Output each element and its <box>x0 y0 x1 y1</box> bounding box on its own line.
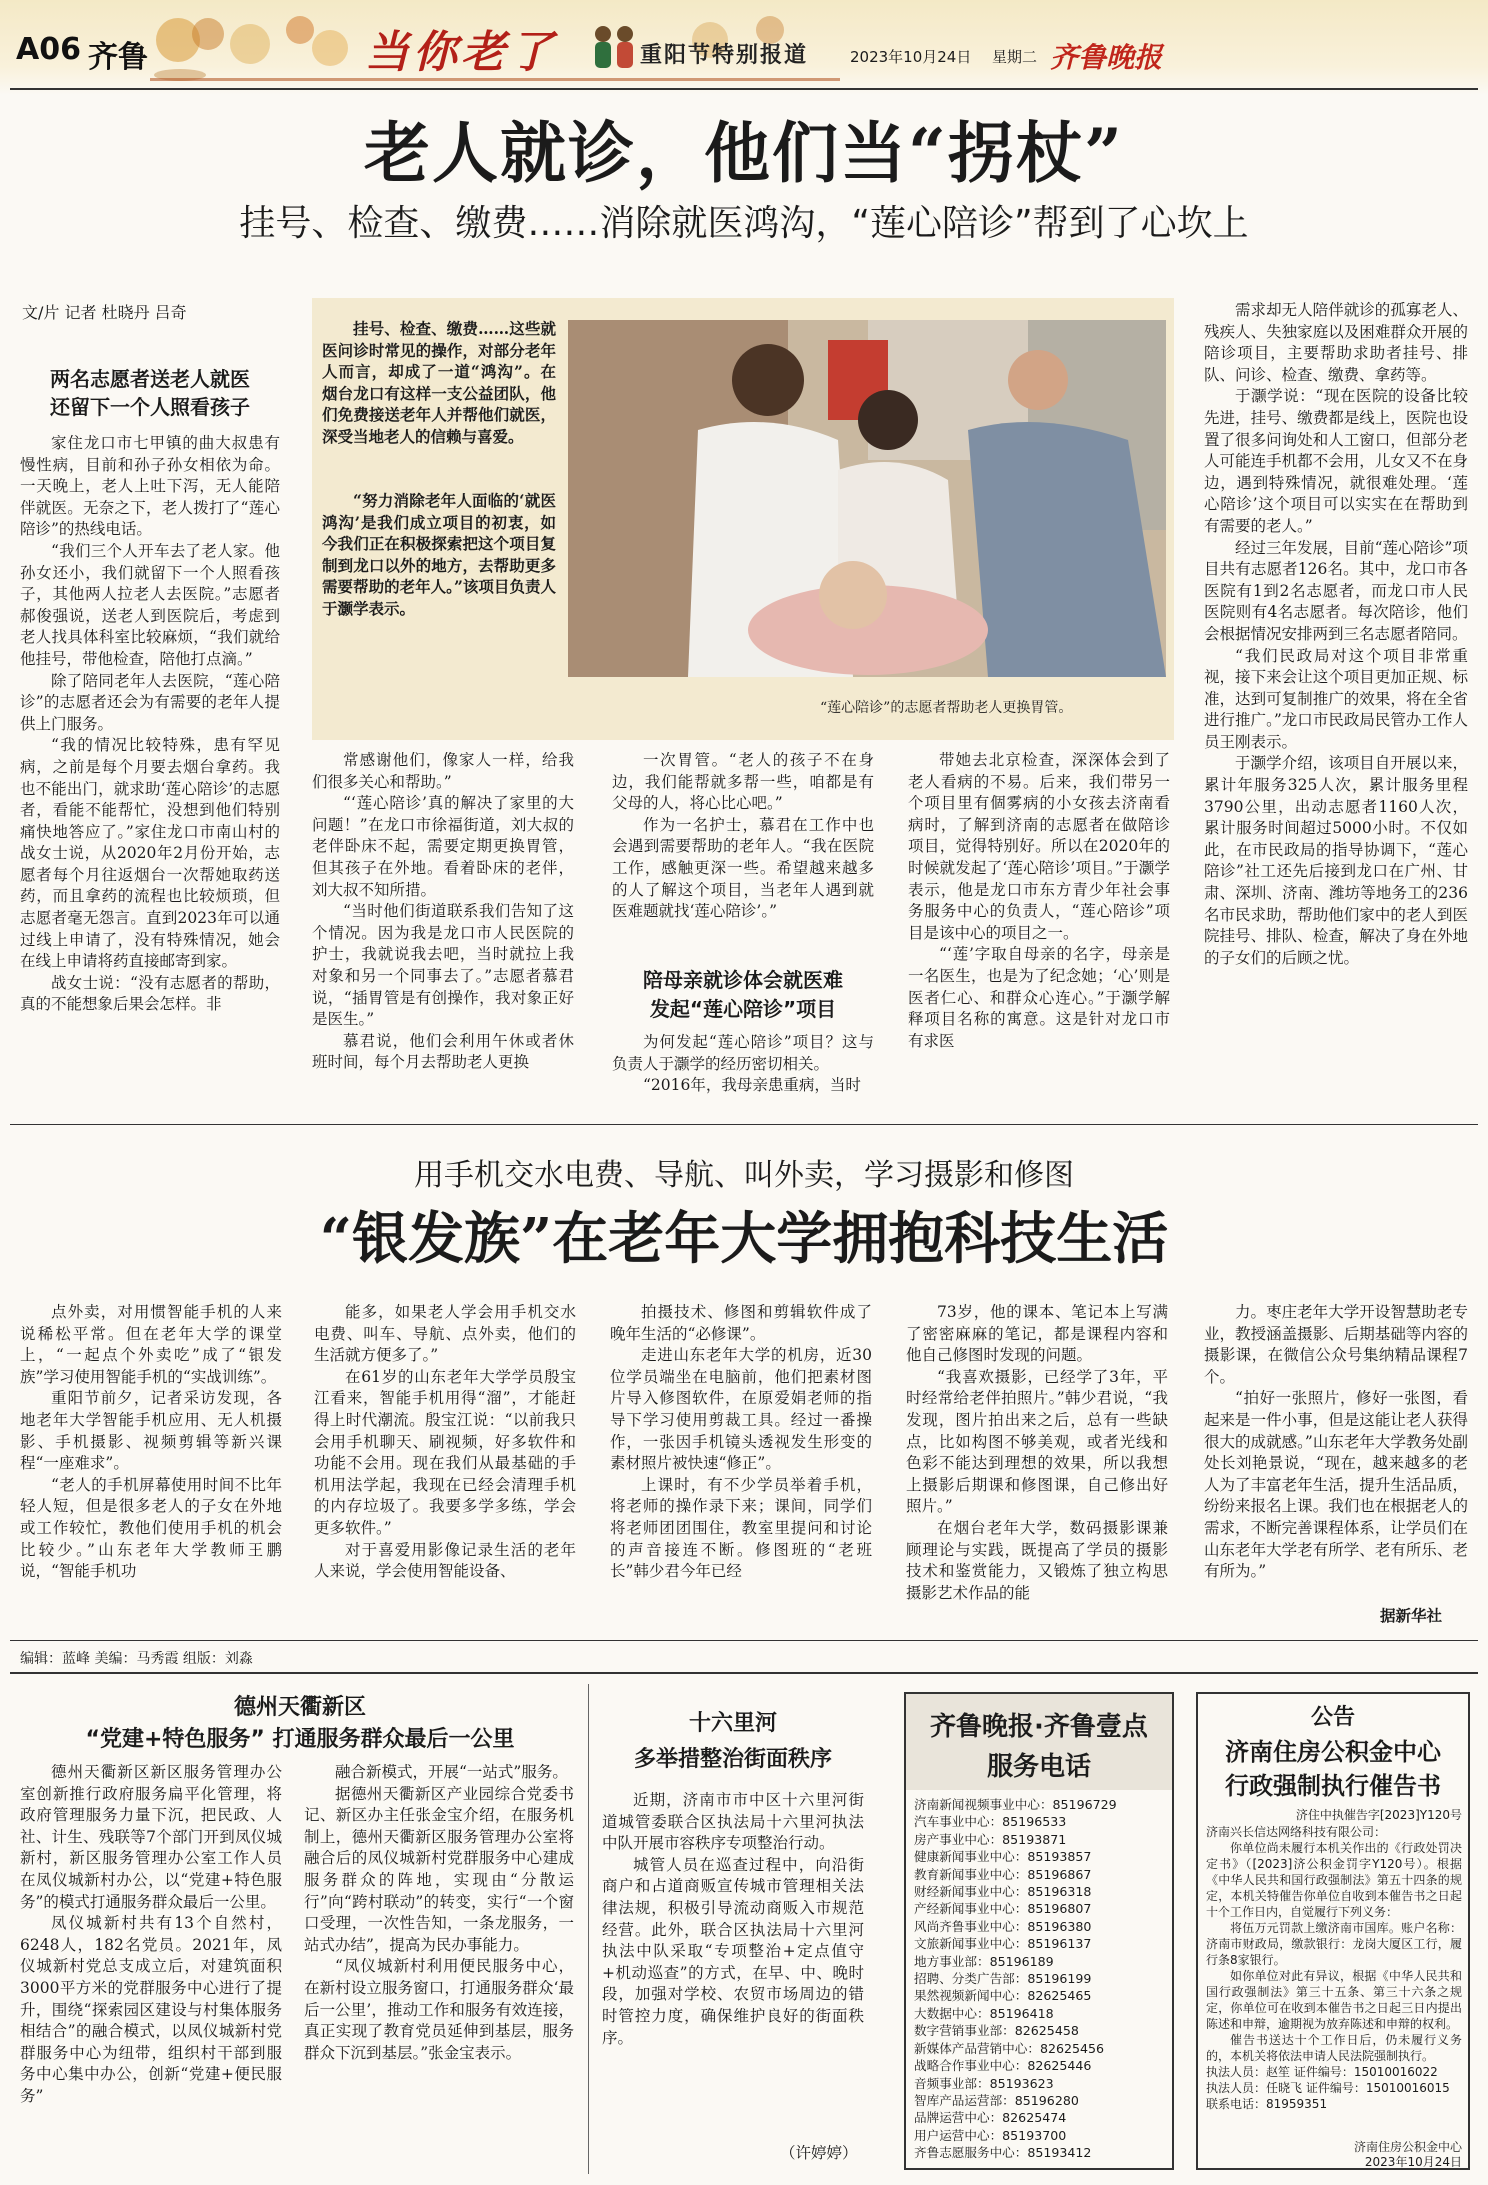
story1-subtitle-b-line1: 陪母亲就诊体会就医难 <box>643 968 843 992</box>
banner-subtitle: 重阳节特别报道 <box>640 42 809 68</box>
service-line: 招聘、分类广告部：85196199 <box>914 1971 1092 1987</box>
story1-col3b: 为何发起“莲心陪诊”项目？这与负责人于灏学的经历密切相关。 “2016年，我母亲患重病，当时 <box>612 1033 874 1095</box>
story2-col3: 拍摄技术、修图和剪辑软件成了晚年生活的“必修课”。 走进山东老年大学的机房，近30位学员端坐在电脑前，他们把素材图片导入修图软件，在原爱娟老师的指导下学习使用剪裁工具。经过一番操作，一张因手机镜头透视发生形变的素材照片被快速“修正”。 上课时，有不少学员举着手机，将老师的操作录下来；课间，同学们将老师团团围住，教室里提问和讨论的声音接连不断。修图班的“老班长”韩少君今年已经 <box>610 1303 872 1581</box>
story1-col2: 常感谢他们，像家人一样，给我们很多关心和帮助。” “‘莲心陪诊’真的解决了家里的大问题！”在龙口市徐福街道，刘大叔的老伴卧床不起，需要定期更换胃管，但其孩子在外地。看着卧床的老伴，刘大叔不知所措。 “当时他们街道联系我们告知了这个情况。因为我是龙口市人民医院的护士，我就说我去吧，当时就拉上我对象和另一个同事去了。”志愿者慕君说，“插胃管是有创操作，我对象正好是医生。” 慕君说，他们会利用午休或者休班时间，每个月去帮助老人更换 <box>312 751 574 1072</box>
story4-author: （许婷婷） <box>780 2144 858 2162</box>
service-title-line1: 齐鲁晚报·齐鲁壹点 <box>930 1712 1148 1742</box>
service-line: 风尚齐鲁事业中心：85196380 <box>914 1918 1092 1934</box>
story1-headline: 老人就诊，他们当“拐杖” <box>364 114 1124 192</box>
story1-col3: 一次胃管。“老人的孩子不在身边，我们能帮就多帮一些，咱都是有父母的人，将心比心吧。” 作为一名护士，慕君在工作中也会遇到需要帮助的老年人。“我在医院工作，感触更深一些。希望越来越多的人了解这个项目，当老年人遇到就医难题就找‘莲心陪诊’。” <box>612 751 874 921</box>
story2-top-rule <box>10 1124 1478 1125</box>
story1-photo-caption: “莲心陪诊”的志愿者帮助老人更换胃管。 <box>820 700 1073 716</box>
service-line: 房产事业中心：85193871 <box>914 1831 1067 1847</box>
story4-title-line2: 多举措整治街面秩序 <box>633 1747 832 1772</box>
divider-3-4 <box>588 1684 589 2174</box>
story2-col4: 73岁，他的课本、笔记本上写满了密密麻麻的笔记，都是课程内容和他自己修图时发现的问题。 “我喜欢摄影，已经学了3年，平时经常给老伴拍照片。”韩少君说，“我发现，图片拍出来之后，总有一些缺点，比如构图不够美观，或者光线和色彩不能达到理想的效果，所以我想上摄影后期课和修图课，自己修出好照片。” 在烟台老年大学，数码摄影课兼顾理论与实践，既提高了学员的摄影技术和鉴赏能力，又锻炼了独立构思摄影艺术作品的能 <box>906 1303 1168 1602</box>
story3-col2: 融合新模式，开展“一站式”服务。 据德州天衢新区产业园综合党委书记、新区办主任张金宝介绍，在服务机制上，德州天衢新区服务管理办公室将融合后的凤仪城新村党群服务中心建成服务群众的阵地，实现由“分散运行”向“跨村联动”的转变，实行“一个窗口受理，一次性告知，一条龙服务，一站式办结”，提高为民办事能力。 “凤仪城新村利用便民服务中心，在新村设立服务窗口，打通服务群众‘最后一公里’，推动工作和服务有效连接，真正实现了教育党员延伸到基层，服务群众下沉到基层。”张金宝表示。 <box>304 1763 574 2062</box>
volunteers-photo-image <box>568 320 1166 677</box>
notice-para: 如你单位对此有异议，根据《中华人民共和国行政强制法》第三十五条、第三十六条之规定，你单位可在收到本催告书之日起三日内提出陈述和申辩，逾期视为放弃陈述和申辩的权利。 <box>1206 1969 1462 2031</box>
story3-title-line2: “党建+特色服务” 打通服务群众最后一公里 <box>85 1727 515 1752</box>
story1-byline: 文/片 记者 杜晓丹 吕奇 <box>22 303 187 322</box>
banner-title: 当你老了 <box>365 27 557 78</box>
service-line: 战略合作事业中心：82625446 <box>914 2058 1092 2074</box>
notice-title-line2: 行政强制执行催告书 <box>1225 1772 1441 1800</box>
newspaper-logo: 齐鲁晚报 <box>1050 41 1163 74</box>
story1-subhead: 挂号、检查、缴费……消除就医鸿沟，“莲心陪诊”帮到了心坎上 <box>239 203 1249 244</box>
service-title-line2: 服务电话 <box>986 1752 1091 1782</box>
service-line: 智库产品运营部：85196280 <box>914 2092 1079 2108</box>
story1-col4: 带她去北京检查，深深体会到了老人看病的不易。后来，我们带另一个项目里有個雾病的小女孩去济南看病时，了解到济南的志愿者在做陪诊项目，觉得特别好。所以在2020年的时候就发起了‘莲心陪诊’项目。”于灏学表示，他是龙口市东方青少年社会事务服务中心的负责人，“莲心陪诊”项目是该中心的项目之一。 “‘莲’字取自母亲的名字，母亲是一名医生，也是为了纪念她；‘心’则是医者仁心、和群众心连心。”于灏学解释项目名称的寓意。这是针对龙口市有求医 <box>908 751 1170 1050</box>
section-name: 齐鲁 <box>88 40 148 75</box>
service-line: 大数据中心：85196418 <box>914 2005 1054 2021</box>
service-line: 财经新闻事业中心：85196318 <box>914 1884 1092 1900</box>
service-line: 用户运营中心：85193700 <box>914 2127 1067 2143</box>
notice-label: 公告 <box>1310 1705 1355 1730</box>
notice-para: 执法人员：任晓飞 证件编号：15010016015 <box>1206 2081 1450 2095</box>
story2-col2: 能多，如果老人学会用手机交水电费、叫车、导航、点外卖，他们的生活就方便多了。” 在61岁的山东老年大学学员殷宝江看来，智能手机用得“溜”，才能赶得上时代潮流。殷宝江说：“以前我只会用手机聊天、刷视频，好多软件和功能不会用。现在我们从最基础的手机用法学起，我现在已经会清理手机的内存垃圾了。我要多学多练，学会更多软件。” 对于喜爱用影像记录生活的老年人来说，学会使用智能设备、 <box>314 1303 576 1581</box>
service-line: 地方事业部：85196189 <box>914 1953 1054 1969</box>
service-line: 新媒体产品营销中心：82625456 <box>914 2040 1105 2056</box>
notice-para: 济南兴长信达网络科技有限公司： <box>1206 1825 1387 1839</box>
editors-bottom-rule <box>10 1672 1478 1674</box>
story1-subtitle-a-line2: 还留下一个人照看孩子 <box>50 395 250 419</box>
service-line: 产经新闻事业中心：85196807 <box>914 1901 1092 1917</box>
story4-body: 近期，济南市市中区十六里河街道城管委联合区执法局十六里河执法中队开展市容秩序专项整治行动。 城管人员在巡查过程中，向沿街商户和占道商贩宣传城市管理相关法律法规，积极引导流动商贩入市规范经营。此外，联合区执法局十六里河执法中队采取“专项整治+定点值守+机动巡查”的方式，在早、中、晚时段，加强对学校、农贸市场周边的错时管控力度，确保维护良好的街面秩序。 <box>602 1791 864 2047</box>
story1-intro-text: 挂号、检查、缴费……这些就医问诊时常见的操作，对部分老年人而言，却成了一道“鸿沟”。在烟台龙口有这样一支公益团队，他们免费接送老年人并帮他们就医，深受当地老人的信赖与喜爱。 <box>322 319 556 446</box>
story1-subtitle-a-line1: 两名志愿者送老人就医 <box>50 367 250 391</box>
service-line: 果然视频新闻中心：82625465 <box>914 1988 1092 2004</box>
story2-subhead: 用手机交水电费、导航、叫外卖，学习摄影和修图 <box>414 1158 1074 1193</box>
story4-title-line1: 十六里河 <box>688 1711 777 1736</box>
story2-col5: 力。枣庄老年大学开设智慧助老专业，教授涵盖摄影、后期基础等内容的摄影课，在微信公众号集纳精品课程7个。 “拍好一张照片，修好一张图，看起来是一件小事，但是这能让老人获得很大的成就感。”山东老年大学教务处副处长刘艳景说，“现在，越来越多的老人为了丰富老年生活，提升生活品质，纷纷来报名上课。我们也在根据老人的需求，不断完善课程体系，让学员们在山东老年大学老有所学、老有所乐、老有所为。” <box>1204 1303 1468 1581</box>
story2-headline: “银发族”在老年大学拥抱科技生活 <box>319 1206 1169 1272</box>
story2-col1: 点外卖，对用惯智能手机的人来说稀松平常。但在老年大学的课堂上，“一起点个外卖吃”成了“银发族”学习使用智能手机的“实战训练”。 重阳节前夕，记者采访发现，各地老年大学智能手机应用、无人机摄影、手机摄影、视频剪辑等新兴课程“一座难求”。 “老人的手机屏幕使用时间不比年轻人短，但是很多老人的子女在外地或工作较忙，教他们使用手机的机会比较少。”山东老年大学教师王鹏说，“智能手机功 <box>20 1303 282 1581</box>
notice-body <box>1206 1824 1462 2136</box>
story1-photo <box>568 320 1166 677</box>
header-rule <box>10 88 1478 90</box>
story2-credit: 据新华社 <box>1380 1606 1443 1625</box>
notice-title-line1: 济南住房公积金中心 <box>1225 1738 1441 1766</box>
notice-signer: 济南住房公积金中心 <box>1353 2140 1462 2154</box>
page-number: A06 <box>16 32 81 67</box>
editors-top-rule <box>10 1640 1478 1641</box>
service-line: 汽车事业中心：85196533 <box>914 1814 1067 1830</box>
editors-line: 编辑：蓝峰 美编：马秀霞 组版：刘淼 <box>20 1651 253 1667</box>
service-phone-list <box>914 1796 1170 2162</box>
service-line: 齐鲁志愿服务中心：85193412 <box>914 2145 1092 2161</box>
service-line: 数字营销事业部：82625458 <box>914 2023 1079 2039</box>
story1-subtitle-b-line2: 发起“莲心陪诊”项目 <box>649 997 837 1021</box>
service-line: 品牌运营中心：82625474 <box>914 2110 1067 2126</box>
notice-para: 将伍万元罚款上缴济南市国库。账户名称：济南市财政局，缴款银行：龙岗大厦区工行，履行条8家银行。 <box>1206 1921 1462 1967</box>
notice-para: 催告书送达十个工作日后，仍未履行义务的，本机关将依法申请人民法院强制执行。 <box>1206 2033 1462 2063</box>
story3-col1: 德州天衢新区新区服务管理办公室创新推行政府服务扁平化管理，将政府管理服务力量下沉，把民政、人社、计生、残联等7个部门开到凤仪城新村，新区服务管理办公室工作人员在凤仪城新村办公，以“党建+特色服务”的模式打通服务群众最后一公里。 凤仪城新村共有13个自然村，6248人，182名党员。2021年，凤仪城新村党总支成立后，对建筑面积3000平方米的党群服务中心进行了提升，围绕“探索园区建设与村集体服务相结合”的融合模式，以凤仪城新村党群服务中心为纽带，组织村干部到服务中心集中办公，创新“党建+便民服务” <box>20 1763 282 2105</box>
notice-para: 联系电话：81959351 <box>1206 2097 1328 2111</box>
service-line: 济南新闻视频事业中心：85196729 <box>914 1797 1117 1812</box>
notice-para: 执法人员：赵笙 证件编号：15010016022 <box>1206 2065 1438 2079</box>
service-line: 健康新闻事业中心：85193857 <box>914 1849 1092 1865</box>
issue-weekday: 星期二 <box>992 48 1038 66</box>
notice-sign-date: 2023年10月24日 <box>1364 2155 1462 2169</box>
service-line: 音频事业部：85193623 <box>914 2075 1054 2091</box>
story1-col1: 家住龙口市七甲镇的曲大叔患有慢性病，目前和孙子孙女相依为命。一天晚上，老人上吐下泻，无人能陪伴就医。无奈之下，老人拨打了“莲心陪诊”的热线电话。 “我们三个人开车去了老人家。他孙女还小，我们就留下一个人照看孩子，其他两人拉老人去医院。”志愿者郝俊强说，送老人到医院后，考虑到老人找具体科室比较麻烦，“我们就给他挂号，带他检查，陪他打点滴。” 除了陪同老年人去医院，“莲心陪诊”的志愿者还会为有需要的老年人提供上门服务。 “我的情况比较特殊，患有罕见病，之前是每个月要去烟台拿药。我也不能出门，就求助‘莲心陪诊’的志愿者，看能不能帮忙，没想到他们特别痛快地答应了。”家住龙口市南山村的战女士说，从2020年2月份开始，志愿者每个月往返烟台一次帮她取药送药，而且拿药的流程也比较烦琐，但志愿者毫无怨言。直到2023年可以通过线上申请了，没有特殊情况，她会在线上申请将药直接邮寄到家。 战女士说：“没有志愿者的帮助，真的不能想象后果会怎样。非 <box>20 434 280 1014</box>
issue-date: 2023年10月24日 <box>850 48 972 66</box>
service-line: 教育新闻事业中心：85196867 <box>914 1866 1092 1882</box>
notice-para: 你单位尚未履行本机关作出的《行政处罚决定书》（[2023]济公积金罚字Y120号）。根据《中华人民共和国行政强制法》第五十四条的规定，本机关特催告你单位自收到本催告书之日起十个工作日内，自觉履行下列义务： <box>1206 1841 1462 1919</box>
story3-title-line1: 德州天衢新区 <box>233 1695 366 1720</box>
story1-intro-quote: “努力消除老年人面临的‘就医鸿沟’是我们成立项目的初衷，如今我们正在积极探索把这个项目复制到龙口以外的地方，去帮助更多需要帮助的老年人。”该项目负责人于灏学表示。 <box>322 491 556 618</box>
service-line: 文旅新闻事业中心：85196137 <box>914 1936 1092 1952</box>
grandparents-icon <box>585 20 641 80</box>
story1-col5: 需求却无人陪伴就诊的孤寡老人、残疾人、失独家庭以及困难群众开展的陪诊项目，主要帮助求助者挂号、排队、问诊、检查、缴费、拿药等。 于灏学说：“现在医院的设备比较先进，挂号、缴费都是线上，医院也设置了很多问询处和人工窗口，但部分老人可能连手机都不会用，儿女又不在身边，遇到特殊情况，就很难处理。‘莲心陪诊’这个项目可以实实在在帮助到有需要的老人。” 经过三年发展，目前“莲心陪诊”项目共有志愿者126名。其中，龙口市各医院有1到2名志愿者，而龙口市人民医院则有4名志愿者。每次陪诊，他们会根据情况安排两到三名志愿者陪同。 “我们民政局对这个项目非常重视，接下来会让这个项目更加正规、标准，达到可复制推广的效果，将在全省进行推广。”龙口市民政局民管办工作人员王刚表示。 于灏学介绍，该项目自开展以来，累计年服务325人次，累计服务里程3790公里，出动志愿者1160人次，累计服务时间超过5000小时。不仅如此，在市民政局的指导协调下，“莲心陪诊”社工还先后接到龙口在广州、甘肃、深圳、济南、潍坊等地务工的236名市民求助，帮助他们家中的老人到医院挂号、排队、检查，解决了身在外地的子女们的后顾之忧。 <box>1204 301 1468 967</box>
notice-ref: 济住中执催告字[2023]Y120号 <box>1295 1808 1462 1822</box>
